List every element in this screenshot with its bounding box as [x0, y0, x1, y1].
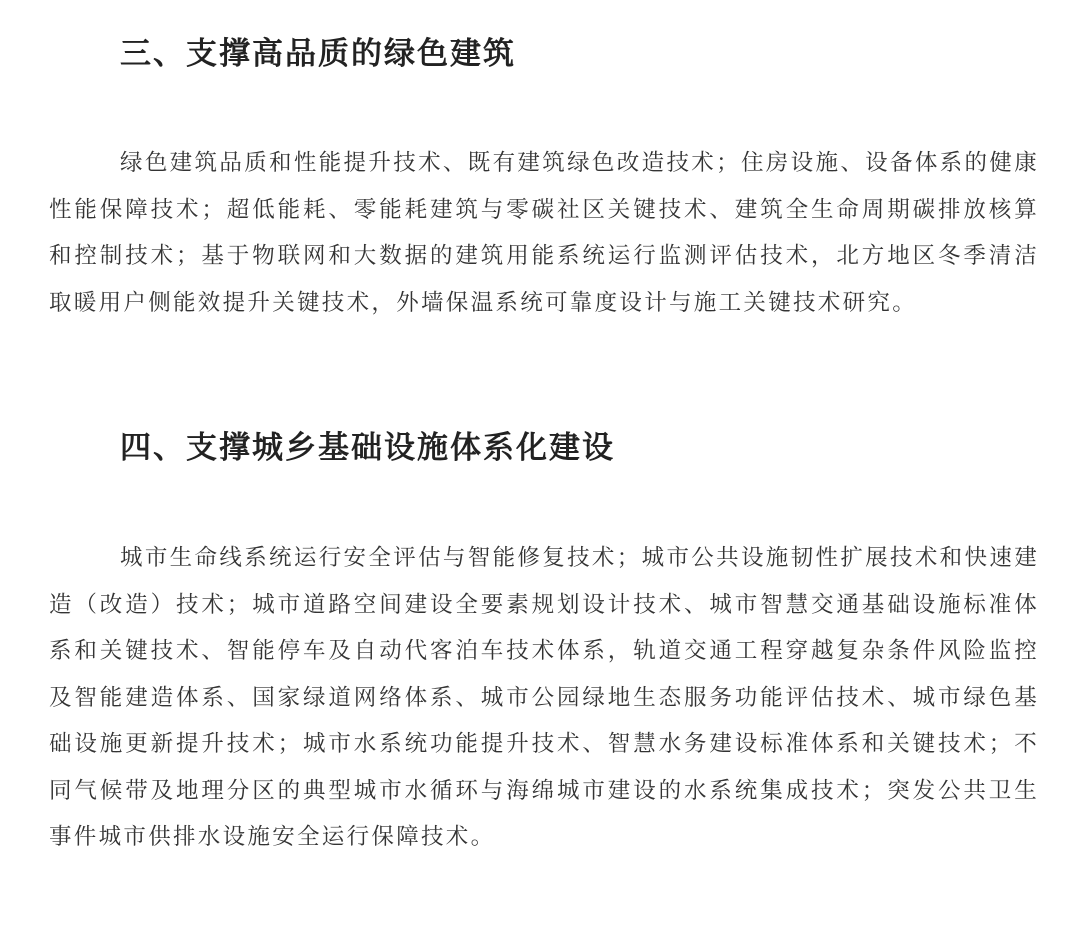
section-green-building	[49, 30, 1039, 326]
section-paragraph: 绿色建筑品质和性能提升技术、既有建筑绿色改造技术；住房设施、设备体系的健康性能保障技术；超低能耗、零能耗建筑与零碳社区关键技术、建筑全生命周期碳排放核算和控制技术；基于物联网和大数据的建筑用能系统运行监测评估技术，北方地区冬季清洁取暖用户侧能效提升关键技术，外墙保温系统可靠度设计与施工关键技术研究。	[49, 150, 1039, 316]
section-heading: 四、支撑城乡基础设施体系化建设	[120, 430, 615, 466]
section-paragraph: 城市生命线系统运行安全评估与智能修复技术；城市公共设施韧性扩展技术和快速建造（改造）技术；城市道路空间建设全要素规划设计技术、城市智慧交通基础设施标准体系和关键技术、智能停车及自动代客泊车技术体系，轨道交通工程穿越复杂条件风险监控及智能建造体系、国家绿道网络体系、城市公园绿地生态服务功能评估技术、城市绿色基础设施更新提升技术；城市水系统功能提升技术、智慧水务建设标准体系和关键技术；不同气候带及地理分区的典型城市水循环与海绵城市建设的水系统集成技术；突发公共卫生事件城市供排水设施安全运行保障技术。	[49, 545, 1039, 850]
section-heading: 三、支撑高品质的绿色建筑	[120, 36, 516, 72]
section-urban-infrastructure	[49, 424, 1039, 861]
